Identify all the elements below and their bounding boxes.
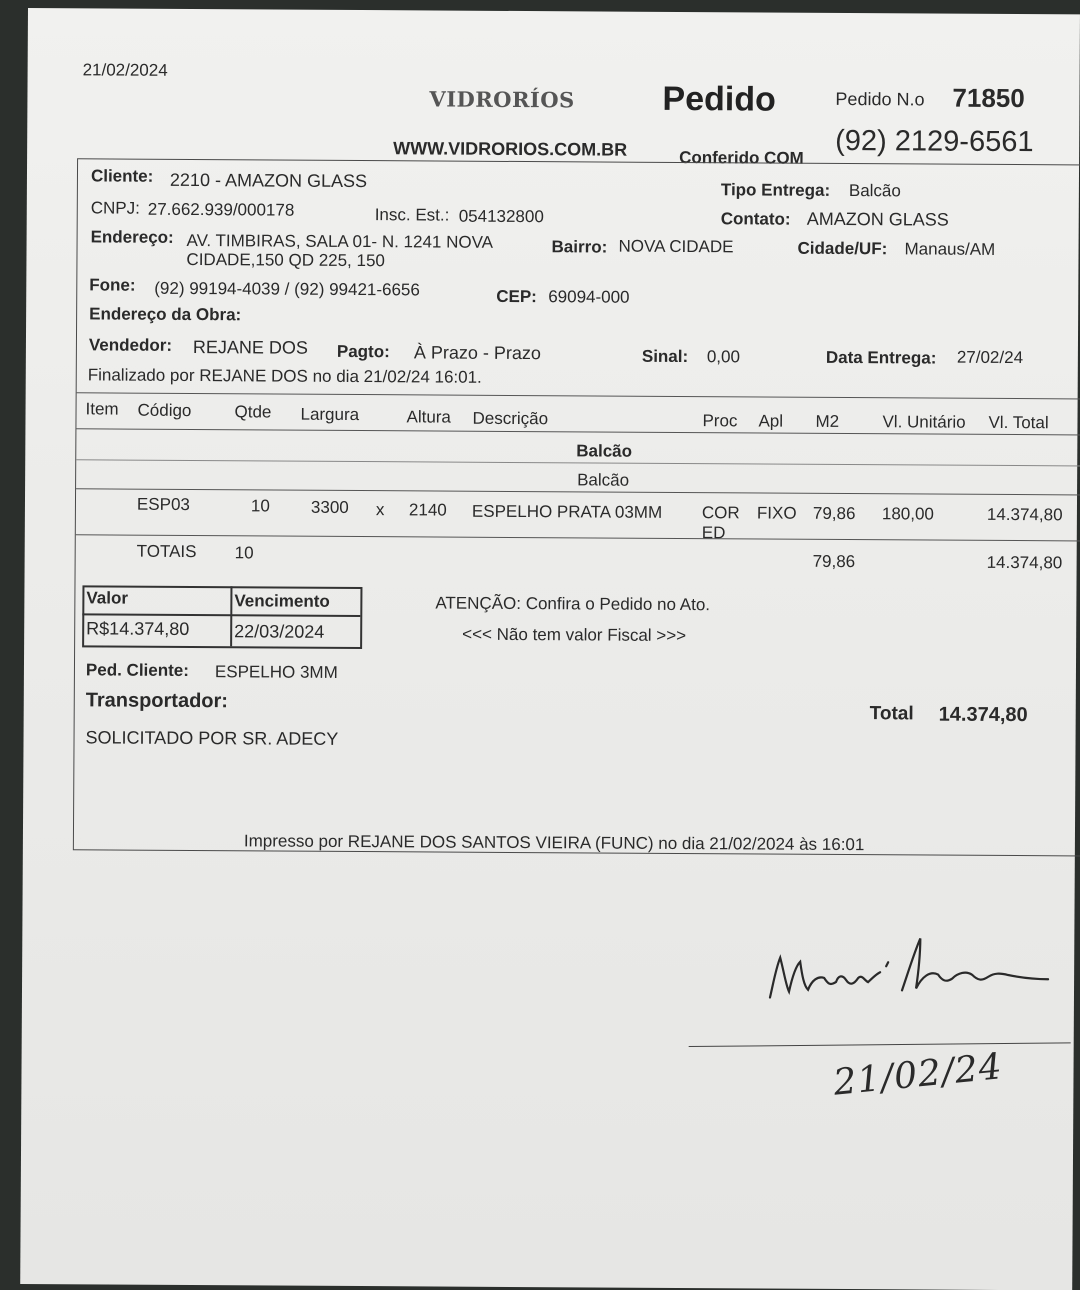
printed-by: Impresso por REJANE DOS SANTOS VIEIRA (FUNC) no dia 21/02/2024 às 16:01	[243, 831, 865, 855]
contact-value: AMAZON GLASS	[806, 208, 949, 230]
row-apl: FIXO	[756, 503, 797, 523]
delivery-type-value: Balcão	[848, 181, 901, 201]
header-description: Descrição	[472, 408, 549, 429]
installments-divider	[230, 586, 232, 646]
insc-value: 054132800	[458, 206, 544, 227]
header-height: Altura	[406, 407, 451, 427]
order-number-label: Pedido N.o	[835, 88, 925, 110]
payment-label: Pagto:	[336, 341, 390, 362]
client-order-value: ESPELHO 3MM	[214, 662, 338, 682]
handwritten-date: 21/02/24	[831, 1046, 1005, 1104]
header-code: Código	[137, 400, 192, 421]
group-subtitle: Balcão	[577, 470, 630, 490]
grand-total-value: 14.374,80	[938, 703, 1028, 727]
address-line1: AV. TIMBIRAS, SALA 01- N. 1241 NOVA	[186, 230, 494, 252]
delivery-date-value: 27/02/24	[956, 347, 1024, 368]
seller-label: Vendedor:	[88, 335, 173, 355]
header-proc: Proc	[702, 411, 738, 431]
city-value: Manaus/AM	[904, 239, 996, 259]
cnpj-value: 27.662.939/000178	[147, 199, 295, 220]
row-proc-line1: COR	[701, 503, 740, 523]
row-total-value: 14.374,80	[986, 504, 1063, 525]
row-times: x	[375, 500, 385, 520]
totals-total: 14.374,80	[986, 552, 1063, 573]
checked-label: Conferido COM	[679, 147, 804, 168]
signal-value: 0,00	[706, 347, 741, 367]
header-m2: M2	[815, 411, 840, 431]
grand-total-label: Total	[869, 703, 914, 725]
phone-label: Fone:	[89, 275, 136, 295]
notice-line2: <<< Não tem valor Fiscal >>>	[462, 624, 687, 646]
row-qty: 10	[250, 496, 270, 516]
city-label: Cidade/UF:	[797, 238, 888, 259]
bairro-label: Bairro:	[551, 237, 608, 257]
installments-header-value: Valor	[86, 588, 129, 608]
document-title: Pedido	[662, 79, 776, 119]
client-order-label: Ped. Cliente:	[85, 660, 189, 680]
header-qty: Qtde	[234, 402, 272, 422]
header-item: Item	[85, 399, 119, 419]
bairro-value: NOVA CIDADE	[618, 236, 734, 257]
delivery-type-label: Tipo Entrega:	[720, 180, 831, 200]
insc-label: Insc. Est.:	[374, 205, 450, 225]
contact-label: Contato:	[720, 209, 791, 229]
row-description: ESPELHO PRATA 03MM	[471, 501, 663, 522]
row-m2: 79,86	[812, 503, 856, 524]
brand-logo: VIDRORÍOS	[429, 86, 575, 113]
header-total-value: Vl. Total	[988, 412, 1049, 433]
carrier-label: Transportador:	[85, 689, 229, 713]
cep-label: CEP:	[496, 286, 537, 307]
totals-qty: 10	[234, 543, 254, 563]
header-apl: Apl	[758, 411, 784, 431]
company-phone: (92) 2129-6561	[835, 124, 1034, 159]
phone-value: (92) 99194-4039 / (92) 99421-6656	[154, 278, 420, 300]
row-code: ESP03	[136, 494, 190, 514]
payment-value: À Prazo - Prazo	[413, 342, 542, 364]
order-document	[20, 8, 1080, 1290]
notice-line1: ATENÇÃO: Confira o Pedido no Ato.	[435, 593, 711, 615]
header-width: Largura	[300, 404, 360, 425]
installments-header-due: Vencimento	[234, 591, 330, 611]
requested-by: SOLICITADO POR SR. ADECY	[85, 727, 339, 749]
client-label: Cliente:	[90, 166, 154, 186]
order-number: 71850	[952, 82, 1025, 114]
totals-label: TOTAIS	[136, 541, 197, 562]
cep-value: 69094-000	[548, 287, 630, 307]
address-label: Endereço:	[90, 227, 174, 247]
address-line2: CIDADE,150 QD 225, 150	[186, 249, 385, 271]
brand-website: WWW.VIDRORIOS.COM.BR	[393, 138, 628, 160]
cnpj-label: CNPJ:	[90, 198, 140, 218]
row-width: 3300	[310, 497, 349, 517]
row-height: 2140	[408, 500, 447, 520]
row-proc-line2: ED	[701, 523, 726, 543]
handwritten-signature	[752, 927, 1063, 1019]
installment-due: 22/03/2024	[234, 621, 325, 642]
totals-m2: 79,86	[812, 551, 856, 572]
group-title: Balcão	[576, 441, 633, 461]
client-value: 2210 - AMAZON GLASS	[169, 169, 368, 192]
signal-label: Sinal:	[641, 346, 689, 367]
work-address-label: Endereço da Obra:	[89, 304, 242, 325]
finalized-note: Finalizado por REJANE DOS no dia 21/02/24 16:01.	[87, 365, 482, 387]
row-unit-value: 180,00	[881, 504, 934, 524]
installment-value: R$14.374,80	[86, 618, 190, 639]
delivery-date-label: Data Entrega:	[825, 347, 937, 368]
seller-value: REJANE DOS	[192, 337, 309, 358]
signature-line	[689, 1042, 1071, 1047]
print-date: 21/02/2024	[82, 60, 168, 80]
header-unit-value: Vl. Unitário	[882, 412, 966, 432]
